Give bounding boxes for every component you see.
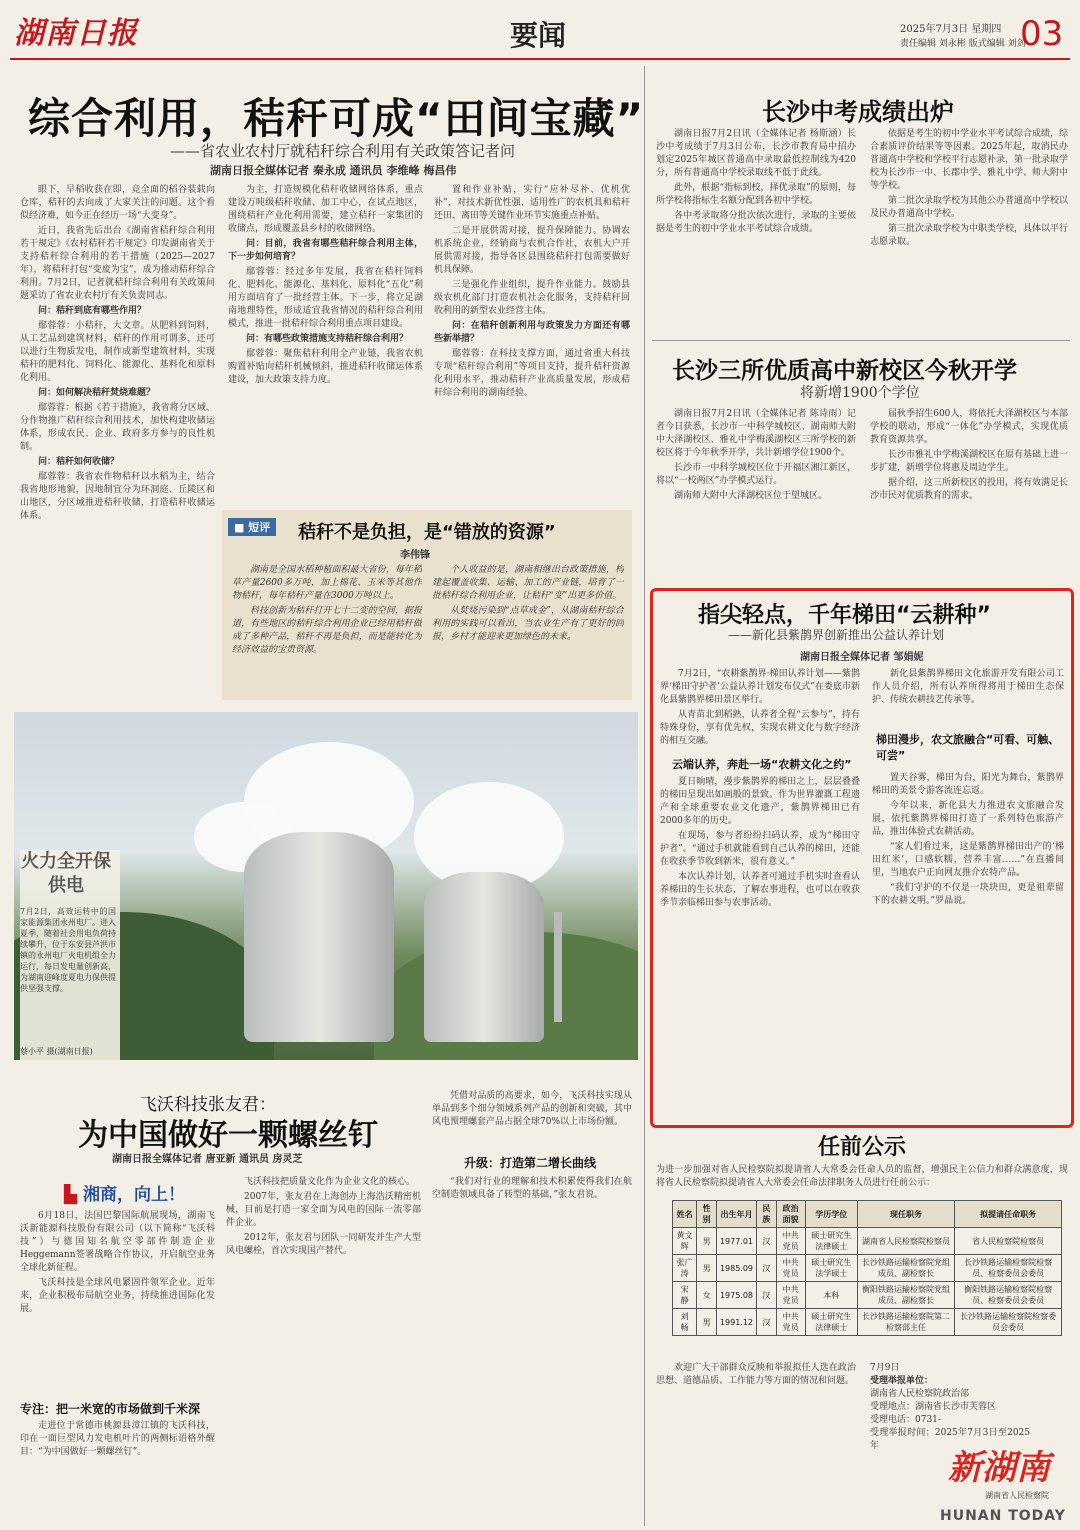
paragraph: 眼下，早稻收获在即，竞全面的稻谷装载向仓库，秸秆的去向成了大家关注的问题。这个看似经济难，如今正在经历一场“大变身”。 <box>20 185 215 221</box>
table-header: 姓名 <box>673 1201 697 1228</box>
answer: 鄢蓉蓉：聚焦秸秆利用全产业链，我省农机购置补贴向秸秆机械倾斜，推进秸秆收储运体系建设，加大政策支持力度。 <box>228 349 423 385</box>
table-cell: 刘 畅 <box>673 1309 697 1336</box>
question: 问：在秸秆创新利用与政策发力方面还有哪些新举措？ <box>434 321 630 344</box>
table-cell: 硕士研究生法律硕士 <box>805 1309 857 1336</box>
watermark-en: HUNAN TODAY <box>940 1508 1066 1524</box>
paragraph: 长沙市一中科学城校区位于开福区湘江新区，将以“一校两区”办学模式运行。 <box>656 463 856 486</box>
yungengzhong-subheading-1: 云端认养，奔赴一场“农耕文化之约” <box>672 758 852 771</box>
xinxiaoqu-headline: 长沙三所优质高中新校区今秋开学 <box>672 358 1017 384</box>
fire-credit: 蔡小平 摄(湖南日报) <box>20 1047 93 1056</box>
table-cell: 1975.08 <box>716 1282 756 1309</box>
paragraph: 凭借对品质的高要求，如今，飞沃科技实现从单品到多个细分领域系列产品的创新和突破，其中风电预埋螺套产品占据全球70%以上市场份额。 <box>432 1091 632 1127</box>
commentary-headline: 秸秆不是负担，是“错放的资源” <box>298 522 556 543</box>
paragraph: 7月2日，“农耕紫鹊界·梯田认养计划——紫鹊界‘梯田守护者’公益认养计划发布仪式”在娄底市新化县紫鹊界梯田景区举行。 <box>660 669 860 705</box>
contact-line: 受理电话：0731- <box>870 1415 941 1425</box>
commentary-column-2 <box>432 564 624 694</box>
xiangshang-label: 湘商，向上！ <box>83 1185 185 1205</box>
table-cell: 男 <box>697 1255 717 1282</box>
paragraph: 湖南是全国水稻种植面积最大省份，每年稻草产量2600多万吨，加上棉花、玉米等其他作物秸秆，每年秸秆产量在3000万吨以上。 <box>232 565 422 601</box>
paragraph: 为主，打造规模化秸秆收储网络体系，重点建设万吨级秸秆收储、加工中心，在试点地区，围绕秸秆产业化利用需要，建立秸秆一家集团的收储点，形成覆盖县乡村的收储网络。 <box>228 185 423 234</box>
table-header: 学历学位 <box>805 1201 857 1228</box>
fiwo-column-1b <box>20 1420 215 1520</box>
paragraph: “家人们看过来，这是紫鹊界梯田出产的‘梯田红米’，口感软糯，营养丰富……”在直播间里，当地农户正向网友推介农特产品。 <box>872 842 1064 878</box>
paragraph: 长沙市雅礼中学梅溪湖校区在原有基础上进一步扩建，新增学位将惠及周边学生。 <box>870 450 1068 473</box>
yungengzhong-subheading-2: 梯田漫步，农文旅融合“可看、可触、可尝” <box>876 733 1060 762</box>
chimney <box>554 912 562 1022</box>
masthead-editors: 责任编辑 刘永彬 版式编辑 刘剑 <box>900 39 1026 49</box>
contact-line: 湖南省人民检察院政治部 <box>870 1389 970 1399</box>
table-cell: 张广涛 <box>673 1255 697 1282</box>
paragraph: 第三批次录取学校为中职类学校，具体以平行志愿录取。 <box>870 224 1068 247</box>
table-cell: 女 <box>697 1282 717 1309</box>
table-cell: 硕士研究生法学硕士 <box>805 1255 857 1282</box>
page-number: 03 <box>1020 14 1064 54</box>
table-cell: 长沙铁路运输检察院党组成员、副检察长 <box>857 1255 954 1282</box>
table-cell: 汉 <box>757 1255 777 1282</box>
divider <box>652 340 1070 341</box>
table-row <box>673 1282 1062 1309</box>
paragraph: 科技创新为秸秆打开七十二变的空间，据报道，有些地区的秸秆综合利用企业已经用秸秆做成了多种产品，秸秆不再是负担，而是能转化为经济效益的宝贵资源。 <box>232 606 422 655</box>
table-cell: 黄文辉 <box>673 1228 697 1255</box>
table-cell: 硕士研究生法律硕士 <box>805 1228 857 1255</box>
fire-caption: 7月2日，高效运转中的国家能源集团永州电厂。进入夏季，随着社会用电负荷持续攀升，位于东安县芦洪市镇的永州电厂火电机组全力运行，每日发电量创新高，为湖南迎峰度夏电力保供提供坚强支撑。 <box>20 907 116 993</box>
commentary-tag-label: 短评 <box>248 521 271 534</box>
zhongkao-headline: 长沙中考成绩出炉 <box>762 98 954 126</box>
commentary-box <box>222 510 632 700</box>
answer: 鄢蓉蓉：根据《若干措施》，我省将分区域、分作物推广秸秆综合利用技术，加快构建收储运体系，形成农民、企业、政府多方参与的良性机制。 <box>20 403 215 452</box>
table-cell: 中共党员 <box>776 1228 805 1255</box>
table-header: 政治面貌 <box>776 1201 805 1228</box>
question: 问：如何解决秸秆焚烧难题？ <box>38 388 156 398</box>
table-cell: 男 <box>697 1228 717 1255</box>
straw-column-3 <box>434 184 630 504</box>
paragraph: 2012年，张友君与团队一同研发并生产大型风电螺栓，首次实现国产替代。 <box>226 1233 421 1256</box>
paragraph: 置和作业补贴，实行“应补尽补、优机优补”，对技术新优性强、适用性广的农机具和秸秆还田、离田等关键作业环节实施重点补贴。 <box>434 185 630 221</box>
table-row <box>673 1255 1062 1282</box>
paragraph: 湖南师大附中大泽湖校区位于望城区。 <box>674 491 828 501</box>
straw-column-2 <box>228 184 423 504</box>
table-header: 拟提请任命职务 <box>955 1201 1062 1228</box>
fiwo-headline-small: 飞沃科技张友君： <box>140 1095 276 1115</box>
paragraph: 各中考录取将分批次依次进行，录取的主要依据是考生的初中学业水平考试综合成绩。 <box>656 211 856 234</box>
paragraph: 走进位于常德市桃源县漳江镇的飞沃科技，印在一面巨型风力发电机叶片的两侧标语格外醒目：“为中国做好一颗螺丝钉”。 <box>20 1421 215 1457</box>
contact-line: 受理举报时间：2025年7月3日至2025年 <box>870 1428 1030 1451</box>
paragraph: 6月18日，法国巴黎国际航展现场，湖南飞沃新能源科技股份有限公司（以下简称“飞沃科技”）与德国知名航空零部件制造企业Heggemann签署战略合作协议，开启航空业务全球化新征程。 <box>20 1211 215 1273</box>
table-cell: 衡阳铁路运输检察院检察员、检察委员会委员 <box>955 1282 1062 1309</box>
candidate-table <box>672 1200 1062 1336</box>
zhongkao-column-1 <box>656 128 856 333</box>
table-cell: 1985.09 <box>716 1255 756 1282</box>
question: 问：有哪些政策措施支持秸秆综合利用？ <box>246 334 409 344</box>
fiwo-column-1 <box>20 1210 215 1400</box>
cooling-tower <box>424 872 544 1042</box>
paragraph: 个人收益的是，湖南相继出台政策措施，构建起覆盖收集、运输、加工的产业链，培育了一批秸秆综合利用企业，让秸秆“变”出更多价值。 <box>432 565 624 601</box>
yungengzhong-column-1 <box>660 668 860 750</box>
paragraph: 飞沃科技把质量文化作为企业文化的核心。 <box>244 1177 416 1187</box>
xinxiaoqu-subtitle: 将新增1900个学位 <box>800 385 920 401</box>
xinxiaoqu-column-2 <box>870 408 1068 578</box>
table-header: 出生年月 <box>716 1201 756 1228</box>
table-cell: 本科 <box>805 1282 857 1309</box>
xiangshang-icon: ▙ <box>64 1185 78 1205</box>
table-cell: 省人民检察院检察员 <box>955 1228 1062 1255</box>
paragraph: “我们守护的不仅是一块块田，更是祖辈留下的农耕文明。”罗晶说。 <box>872 883 1064 906</box>
paragraph: 今年以来，新化县大力推进农文旅融合发展，依托紫鹊界梯田打造了一系列特色旅游产品，推出体验式农耕活动。 <box>872 801 1064 837</box>
table-cell: 汉 <box>757 1228 777 1255</box>
paragraph: 从焚烧污染到“点草成金”，从湖南秸秆综合利用的实践可以看出，当农业生产有了更好的回报，乡村才能迎来更加绿色的未来。 <box>432 606 624 642</box>
straw-subtitle: ——省农业农村厅就秸秆综合利用有关政策答记者问 <box>170 142 516 160</box>
contact-line: 受理地点：湖南省长沙市芙蓉区 <box>870 1402 997 1412</box>
contact-line: 7月9日 <box>870 1363 900 1373</box>
table-cell: 1991.12 <box>716 1309 756 1336</box>
commentary-tag <box>228 518 276 536</box>
yungengzhong-column-2 <box>872 668 1064 728</box>
table-header: 现任职务 <box>857 1201 954 1228</box>
paragraph: 新化县紫鹊界梯田文化旅游开发有限公司工作人员介绍，所有认养所得将用于梯田生态保护、传统农耕技艺传承等。 <box>872 669 1064 705</box>
table-row <box>673 1309 1062 1336</box>
table-header-row <box>673 1201 1062 1228</box>
paragraph: 本次认养计划，认养者可通过手机实时查看认养梯田的生长状态，了解农事进程，也可以在收获季节亲临梯田参与农事活动。 <box>660 872 860 908</box>
paragraph: 届秋季招生600人，将依托大泽湖校区与本部学校的联动，形成“一体化”办学模式，实现优质教育资源共享。 <box>870 409 1068 445</box>
watermark-sub: 湖南省人民检察院 <box>985 1491 1049 1500</box>
answer: 鄢蓉蓉：经过多年发展，我省在秸秆饲料化、肥料化、能源化、基料化、原料化“五化”利用方面培育了一批经营主体。下一步，将立足湖南地理特性，形成适宜我省情况的秸秆综合利用模式，推进一批秸秆综合利用重点项目建设。 <box>228 267 423 329</box>
paragraph: 近日，我省先后出台《湖南省秸秆综合利用若干规定》《农村秸秆若干规定》印发湖南省关于支持秸秆综合利用的若干措施（2025—2027年），将秸秆打包“变废为宝”，成为推动秸秆综合利用。7月2日，记者就秸秆综合利用有关政策问题采访了省农业农村厅有关负责同志。 <box>20 226 215 301</box>
paragraph: 在现场，参与者纷纷扫码认养，成为“梯田守护者”。“通过手机就能看到自己认养的梯田，还能在收获季节收到新米，很有意义。” <box>660 831 860 867</box>
fiwo-column-3a <box>432 1090 632 1150</box>
question: 问：目前，我省有哪些秸秆综合利用主体，下一步如何培育？ <box>228 239 423 262</box>
fiwo-column-3b <box>432 1176 632 1521</box>
table-header: 性别 <box>697 1201 717 1228</box>
table-row <box>673 1228 1062 1255</box>
paragraph: 三是强化作业组织，提升作业能力。鼓励县级农机化部门打造农机社会化服务，支持秸秆回收利用的新型农业经营主体。 <box>434 280 630 316</box>
zhongkao-column-2 <box>870 128 1068 333</box>
table-cell: 汉 <box>757 1309 777 1336</box>
paragraph: 湖南日报7月2日讯（全媒体记者 杨斯涵）长沙中考成绩于7月3日公布，长沙市教育局中招办划定2025年城区普通高中录取最低控制线为420分，所有普通高中学校录取线不低于此线。 <box>656 129 856 178</box>
answer: 鄢蓉蓉：在科技支撑方面，通过省重大科技专项“秸秆综合利用”等项目支持，提升秸秆资源化利用水平，推动秸秆产业高质量发展，形成秸秆综合利用的湖南经验。 <box>434 349 630 398</box>
cooling-tower <box>244 832 394 1042</box>
paragraph: 置天谷雾，梯田为台，阳光为舞台，紫鹊界梯田的美景令游客流连忘返。 <box>872 773 1064 796</box>
watermark-logo: 新湖南 <box>948 1448 1050 1488</box>
table-cell: 中共党员 <box>776 1255 805 1282</box>
table-cell: 宋 静 <box>673 1282 697 1309</box>
column-divider <box>644 66 645 1526</box>
paragraph: 夏日晌晴，漫步紫鹊界的梯田之上，层层叠叠的梯田呈现出如画般的景致。作为世界灌溉工程遗产和全球重要农业文化遗产，紫鹊界梯田已有2000多年的历史。 <box>660 777 860 826</box>
section-name: 要闻 <box>510 19 567 52</box>
table-cell: 汉 <box>757 1282 777 1309</box>
paragraph: 2007年，张友君在上海创办上海浩沃精密机械，目前是打造一家全面为风电的国际一流零部件企业。 <box>226 1192 421 1228</box>
straw-headline: 综合利用，秸秆可成“田间宝藏” <box>28 94 645 143</box>
yungengzhong-column-1b <box>660 776 860 1116</box>
top-rule <box>10 58 1070 60</box>
table-cell: 长沙铁路运输检察院检察委员会委员 <box>955 1309 1062 1336</box>
fire-headline: 火力全开保供电 <box>21 851 111 896</box>
answer: 鄢蓉蓉：小秸秆，大文章。从肥料到饲料，从工艺品到建筑材料，秸秆的作用可谓多，还可以进行生物质发电，制作成新型建筑材料，实现秸秆的肥料化、饲料化、能源化、基料化和原料化利用。 <box>20 321 215 383</box>
paragraph: 第二批次录取学校为其他公办普通高中学校以及民办普通高中学校。 <box>870 196 1068 219</box>
paragraph: 湖南日报7月2日讯（全媒体记者 陈诗雨）记者今日获悉，长沙市一中科学城校区、湖南师大附中大泽湖校区、雅礼中学梅溪湖校区三所学校的新校区将于今年秋季开学，共计新增学位1900个。 <box>656 409 856 458</box>
commentary-column-1 <box>232 564 422 694</box>
gongshi-intro: 为进一步加强对省人民检察院拟提请省人大常委会任命人员的监督，增强民主公信力和群众满意度，现将省人民检察院拟提请省人大常委会任命法律职务人员进行任前公示： <box>656 1165 1068 1188</box>
straw-column-1 <box>20 184 215 704</box>
masthead-date: 2025年7月3日 星期四 <box>900 24 1002 35</box>
paragraph: 飞沃科技是全球风电紧固件领军企业。近年来，企业积极布局航空业务，持续推进国际化发展。 <box>20 1278 215 1314</box>
commentary-author: 李伟锋 <box>400 550 430 561</box>
table-cell: 男 <box>697 1309 717 1336</box>
paragraph: “我们对行业的理解和技术积累使得我们在航空制造领域具备了转型的基础，”张友君说。 <box>432 1177 632 1200</box>
table-cell: 1977.01 <box>716 1228 756 1255</box>
fiwo-subheading-1: 专注：把一米宽的市场做到千米深 <box>20 1402 201 1416</box>
paragraph: 从青苗北到稻熟，认养者全程“云参与”，持有特殊身份，享有优先权，实现农耕文化与数字经济的相互交融。 <box>660 710 860 746</box>
yungengzhong-headline: 指尖轻点，千年梯田“云耕种” <box>698 603 991 628</box>
table-header: 民族 <box>757 1201 777 1228</box>
table-cell: 长沙铁路运输检察院检察员、检察委员会委员 <box>955 1255 1062 1282</box>
table-cell: 衡阳铁路运输检察院党组成员、副检察长 <box>857 1282 954 1309</box>
table-cell: 中共党员 <box>776 1309 805 1336</box>
table-cell: 湖南省人民检察院检察员 <box>857 1228 954 1255</box>
table-cell: 长沙铁路运输检察院第二检察部主任 <box>857 1309 954 1336</box>
straw-byline: 湖南日报全媒体记者 秦永成 通讯员 李维峰 梅昌伟 <box>210 164 457 177</box>
fiwo-subheading-2: 升级：打造第二增长曲线 <box>464 1156 597 1170</box>
question: 问：秸秆如何收储？ <box>38 457 120 467</box>
yungengzhong-column-2b <box>872 772 1064 1116</box>
question: 问：秸秆到底有哪些作用？ <box>38 306 147 316</box>
answer: 鄢蓉蓉：我省农作物秸秆以水稻为主，结合我省地形地貌，因地制宜分为环洞庭、丘陵区和山地区，分区域推进秸秆收储，打造秸秆收储运体系。 <box>20 472 215 521</box>
paragraph: 此外，根据“指标到校，择优录取”的原则，每所学校将指标生名额分配到各初中学校。 <box>656 183 856 206</box>
fiwo-headline: 为中国做好一颗螺丝钉 <box>78 1118 378 1153</box>
xinxiaoqu-column-1 <box>656 408 856 578</box>
table-cell: 中共党员 <box>776 1282 805 1309</box>
yungengzhong-subtitle: ——新化县紫鹊界创新推出公益认养计划 <box>728 628 945 642</box>
fiwo-byline: 湖南日报全媒体记者 唐亚新 通讯员 房灵芝 <box>112 1154 303 1165</box>
paragraph: 依据是考生的初中学业水平考试综合成绩，综合素质评价结果等等因素。2025年起，取消民办普通高中学校和学校平行志愿补录，第一批录取学校为长沙市一中、长郡中学、雅礼中学、师大附中等学校。 <box>870 129 1068 191</box>
contact-line: 受理举报单位： <box>870 1376 934 1386</box>
gongshi-notice <box>656 1362 856 1512</box>
commentary-tag-icon: ■ <box>234 521 245 534</box>
paragraph: 二是开展供需对接，提升保障能力。协调农机系统企业，经销商与农机合作社，农机大户开展供需对接，指导各区县围绕秸秆打包需要做好机具保障。 <box>434 226 630 275</box>
gongshi-headline: 任前公示 <box>818 1135 907 1160</box>
fire-caption-panel <box>20 850 120 1060</box>
paragraph: 欢迎广大干部群众反映和举报拟任人选在政治思想、道德品质、工作能力等方面的情况和问题。 <box>656 1363 856 1386</box>
fiwo-column-2 <box>226 1176 421 1521</box>
paragraph: 据介绍，这三所新校区的投用，将有效满足长沙市民对优质教育的需求。 <box>870 478 1068 501</box>
yungengzhong-byline: 湖南日报全媒体记者 邹娟妮 <box>800 652 924 663</box>
masthead-logo: 湖南日报 <box>14 16 138 51</box>
xiangshang-logo <box>64 1180 185 1205</box>
